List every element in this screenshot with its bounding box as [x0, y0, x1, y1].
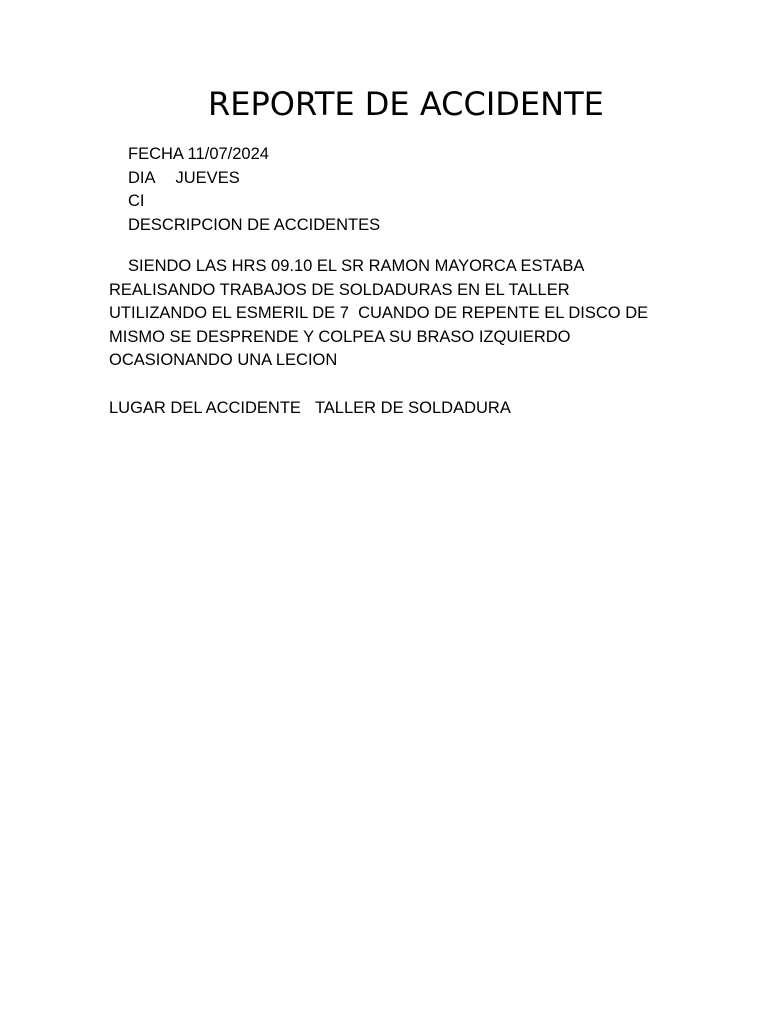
description-line: UTILIZANDO EL ESMERIL DE 7 CUANDO DE REPENTE EL DISCO DE	[109, 304, 649, 322]
descripcion-field	[128, 214, 380, 238]
dia-field	[128, 167, 380, 191]
location-line	[109, 397, 511, 421]
description-line: OCASIONANDO UNA LECION	[109, 351, 338, 369]
fecha-label: FECHA	[128, 145, 184, 163]
ci-label: CI	[128, 192, 145, 210]
description-line: REALISANDO TRABAJOS DE SOLDADURAS EN EL TALLER	[109, 280, 570, 299]
dia-label: DIA	[128, 168, 156, 187]
fecha-value: 11/07/2024	[187, 145, 269, 163]
description-paragraph	[109, 255, 648, 373]
description-line: SIENDO LAS HRS 09.10 EL SR RAMON MAYORCA ESTABA	[128, 257, 585, 275]
document-title: REPORTE DE ACCIDENTE	[208, 85, 604, 123]
ci-field	[128, 190, 380, 214]
descripcion-label: DESCRIPCION DE ACCIDENTES	[128, 215, 381, 234]
report-fields	[128, 143, 380, 237]
description-line: MISMO SE DESPRENDE Y COLPEA SU BRASO IZQUIERDO	[109, 327, 571, 346]
location-label: LUGAR DEL ACCIDENTE	[109, 399, 301, 417]
dia-value: JUEVES	[175, 168, 240, 187]
location-value: TALLER DE SOLDADURA	[314, 399, 511, 417]
fecha-field	[128, 143, 380, 167]
